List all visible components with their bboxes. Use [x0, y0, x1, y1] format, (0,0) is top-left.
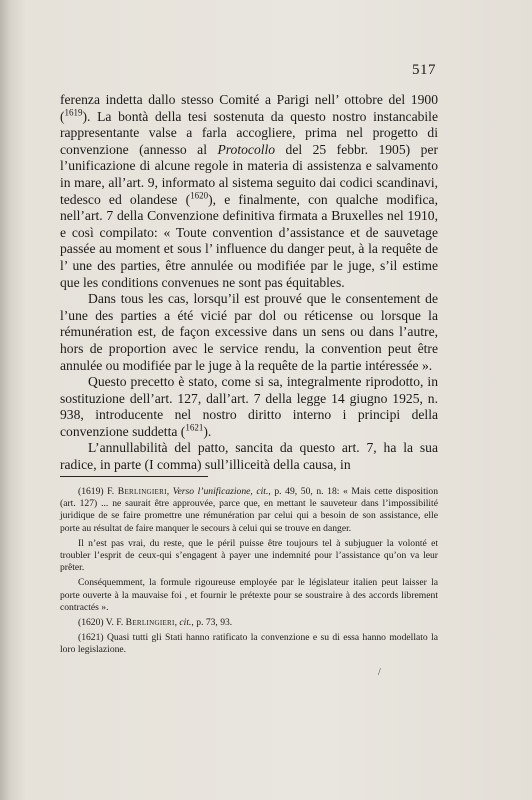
- footnote-title: cit.: [179, 617, 192, 629]
- text-run: ferenza indetta dallo stesso Comité a Parigi nell’ ottobre del 1900 (: [60, 92, 438, 124]
- paragraph-4: L’annullabilità del patto, sancita da questo art. 7, ha la sua radice, in parte (I comma) sull’illiceità della causa, in: [60, 440, 438, 473]
- footnote-author: Berlingieri: [125, 617, 175, 629]
- footnote-1620: [60, 617, 438, 629]
- paragraph-3: [60, 374, 438, 440]
- footnote-1619: [60, 486, 438, 535]
- footnote-1619-para-2: Il n’est pas vrai, du reste, que le péril puisse être toujours tel à subjuguer la volonté et troubler l’esprit de ceux-qui s’engagent à payer une indemnité pour l’assistance qu’on va leur prêter.: [60, 537, 438, 574]
- main-text: [60, 92, 438, 474]
- margin-mark: /: [378, 667, 381, 678]
- footnote-label: (1620) V. F.: [78, 617, 126, 629]
- footnotes: [60, 486, 438, 660]
- text-run: ,: [166, 486, 173, 497]
- text-run: , p. 73, 93.: [191, 617, 233, 629]
- page-number: 517: [412, 62, 436, 78]
- footnote-label: (1619) F.: [78, 486, 118, 497]
- footnote-1621: (1621) Quasi tutti gli Stati hanno ratificato la convenzione e su di essa hanno modellato la loro legislazione.: [60, 632, 438, 656]
- text-run: , p. 49, 50, n. 18: « Mais cette disposition (art. 127) ... ne saurait être approuvée, parce que, en mettant le sauveteur dans l’impossibilité juridique de se faire promettre une rémunération par celui qui a besoin de son assistance, elle porte au résultat de faire manquer le secours à celui qui se trouve en danger.: [60, 486, 439, 534]
- paragraph-1: [60, 92, 438, 291]
- footnote-divider: [60, 476, 208, 477]
- text-run: Questo precetto è stato, come si sa, integralmente riprodotto, in sostituzione dell’art. 127, dall’art. 7 della legge 14 giugno 1925, n. 938, introducente nel nostro diritto interno i principi della convenzione suddetta (: [60, 374, 438, 439]
- footnote-title: Verso l’unificazione, cit.: [172, 486, 269, 497]
- footnote-1619-para-3: Conséquemment, la formule rigoureuse employée par le législateur italien peut laisser la porte ouverte à la mauvaise foi , et fournir le prétexte pour se soustraire à des accords librement contractés ».: [60, 577, 438, 613]
- emphasis-protocollo: Protocollo: [217, 141, 276, 157]
- text-run: del 25 febbr. 1905) per l’unificazione di alcune regole in materia di assistenza e salvamento in mare, all’art. 9, informato al sistema seguito dai codici scandinavi, tedesco ed olandese (: [60, 141, 438, 207]
- footnote-ref-1620: 1620: [190, 190, 209, 201]
- paragraph-2: Dans tous les cas, lorsqu’il est prouvé que le consentement de l’une des parties a été vicié par dol ou réticense ou lorsque la rémunération est, de façon excessive dans un sens ou dans l’autre, hors de proportion avec le service rendu, la convention peut être annulée ou modifiée par le juge à la requête de la partie intéressée ».: [60, 291, 438, 373]
- text-run: ). La bontà della tesi sostenuta da questo nostro instancabile rappresentante valse a farla accogliere, prima nel progetto di convenzione (annesso al: [60, 108, 438, 157]
- footnote-ref-1619: 1619: [64, 107, 83, 118]
- footnote-author: Berlingieri: [117, 486, 167, 497]
- text-run: ), e finalmente, con qualche modifica, nell’art. 7 della Convenzione definitiva firmata a Bruxelles nel 1910, e così compilato: « Toute convention d’assistance et de sauvetage passée au moment et sous l’ influence du danger peut, à la requête de l’ une des parties, être annulée ou modifiée par le juge, s’il estime que les conditions convenues ne sont pas équitables.: [60, 191, 438, 290]
- text-run: ).: [203, 423, 212, 439]
- footnote-ref-1621: 1621: [185, 422, 204, 433]
- text-run: ,: [174, 617, 180, 629]
